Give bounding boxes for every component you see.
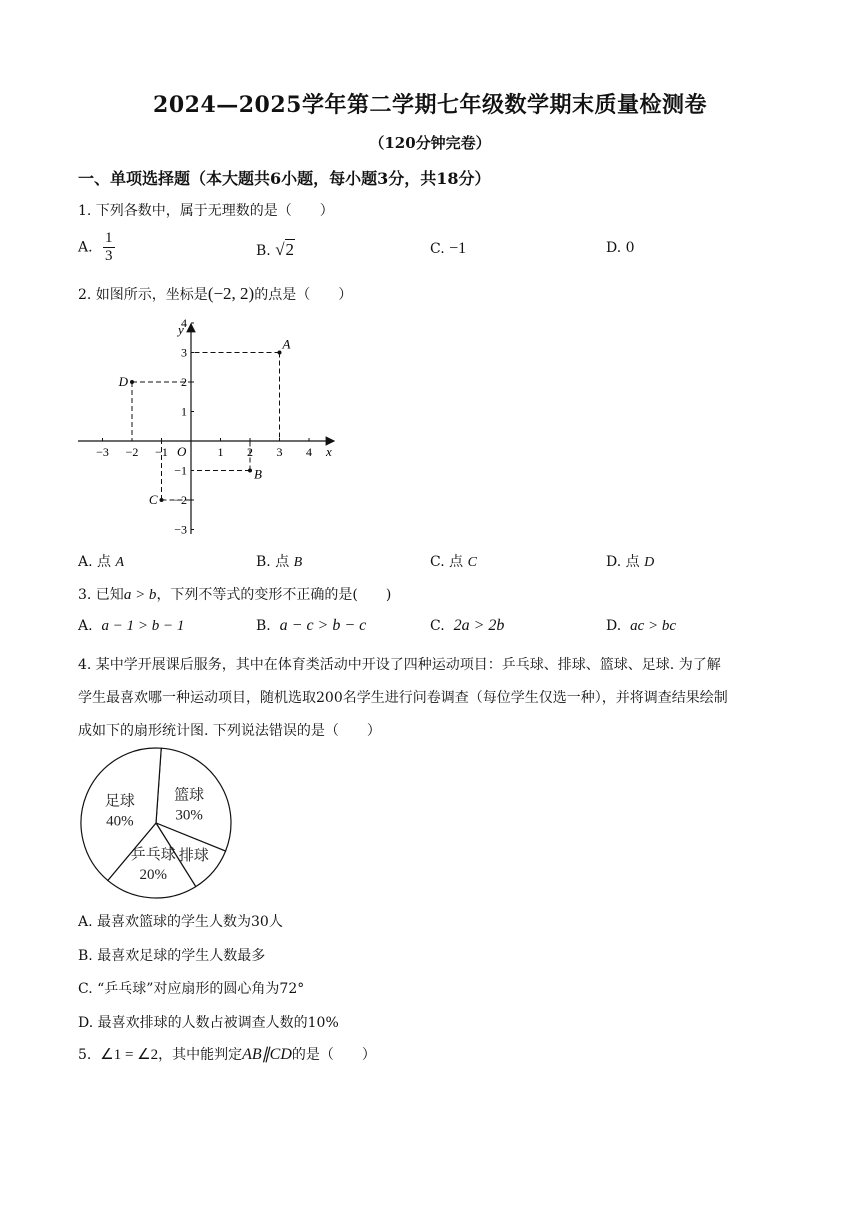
sqrt-radicand: 2 (285, 240, 295, 259)
q1-option-d-value: 0 (625, 240, 635, 256)
q2-option-d-point: D (644, 555, 655, 570)
q2-option-c (430, 551, 477, 571)
q5-stem (78, 1044, 376, 1064)
pie-slice-label: 足球 (104, 793, 135, 810)
q4-option-b: B. 最喜欢足球的学生人数最多 (78, 948, 266, 964)
pie-slice-label: 乒乓球 (130, 846, 176, 863)
y-tick-label: 1 (181, 404, 187, 419)
q4-stem-line3: 成如下的扇形统计图. 下列说法错误的是（ ） (78, 723, 381, 739)
q3-option-a-expr: a − 1 > b − 1 (101, 618, 185, 634)
q4-stem-line2: 学生最喜欢哪一种运动项目，随机选取200名学生进行问卷调查（每位学生仅选一种），并将调查结果绘制 (78, 690, 728, 706)
q1-option-c-label: C. (430, 241, 445, 257)
q2-option-c-text: C. 点 (430, 554, 464, 570)
q3-option-a-label: A. (78, 618, 93, 634)
q3-option-b-label: B. (256, 618, 271, 634)
q5-stem-mid: ，其中能判定 (158, 1047, 243, 1063)
q3-option-d-expr: ac > bc (630, 618, 677, 634)
pie-chart (78, 745, 234, 901)
point-label-b: B (254, 466, 262, 482)
q2-stem (78, 284, 352, 304)
q3-option-d-label: D. (606, 618, 622, 634)
q3-option-b (256, 617, 366, 635)
y-tick-label: 2 (181, 375, 187, 389)
q1-option-c-value: −1 (449, 240, 467, 257)
q4-option-c: C. “乒乓球”对应扇形的圆心角为72° (78, 981, 305, 997)
q5-relation: AB∥CD (242, 1046, 292, 1063)
q1-option-a (78, 230, 115, 265)
q1-option-d-label: D. (606, 240, 622, 256)
q5-stem-post: 的是（ ） (291, 1047, 376, 1063)
sqrt-expression: √2 (275, 240, 295, 259)
point-label-c: C (148, 492, 158, 507)
x-tick-label: 2 (247, 445, 253, 459)
q1-option-a-fraction (103, 230, 115, 265)
y-tick-label: −2 (174, 493, 187, 507)
x-tick-label: −1 (155, 445, 168, 459)
q2-option-a-text: A. 点 (78, 554, 112, 570)
q2-stem-pre: 2. 如图所示，坐标是 (78, 287, 208, 303)
q1-option-b (256, 240, 295, 260)
q4-stem-line1: 4. 某中学开展课后服务，其中在体育类活动中开设了四种运动项目：乒乓球、排球、篮球、足球. 为了解 (78, 657, 721, 673)
q2-stem-post: 的点是（ ） (254, 287, 353, 303)
x-axis-label: x (326, 444, 332, 459)
pie-slice-percent: 20% (139, 866, 168, 883)
pie-slice-percent: 30% (175, 807, 203, 824)
q2-option-b-point: B (293, 555, 303, 570)
pie-slice-label: 排球 (178, 847, 209, 864)
coordinate-graph (72, 318, 344, 540)
x-tick-label: 3 (276, 445, 283, 459)
q3-option-d (606, 618, 676, 635)
q1-stem: 1. 下列各数中，属于无理数的是（ ） (78, 203, 334, 219)
q2-option-a-point: A (115, 555, 125, 570)
q3-option-a (78, 618, 184, 635)
x-tick-label: 4 (306, 445, 312, 459)
x-tick-label: −3 (96, 445, 109, 459)
q3-option-c (430, 617, 504, 635)
q5-condition: ∠1 = ∠2 (100, 1047, 159, 1063)
point-c (160, 498, 164, 502)
q2-option-d-text: D. 点 (606, 554, 640, 570)
x-tick-label: −2 (125, 445, 139, 459)
q3-option-c-expr: 2a > 2b (453, 617, 505, 634)
q2-option-d (606, 551, 654, 571)
pie-slice-percent: 40% (106, 813, 134, 830)
q1-option-b-label: B. (256, 243, 271, 259)
q3-stem-pre: 3. 已知 (78, 587, 124, 603)
q3-condition: a > b (123, 587, 157, 603)
y-tick-label: 4 (181, 318, 187, 330)
y-axis-label: y (178, 322, 184, 337)
point-label-d: D (118, 374, 128, 389)
y-tick-label: −1 (174, 463, 187, 478)
q2-option-b (256, 551, 302, 571)
point-d (130, 380, 134, 384)
pie-slice-label: 篮球 (174, 787, 205, 804)
point-a (278, 351, 282, 355)
fraction-denominator: 3 (105, 248, 113, 264)
q3-stem-post: ，下列不等式的变形不正确的是( ) (156, 587, 392, 603)
q2-option-c-point: C (467, 555, 477, 570)
point-label-a: A (282, 336, 291, 352)
q3-option-b-expr: a − c > b − c (279, 617, 367, 634)
q3-stem (78, 584, 391, 604)
q2-option-b-text: B. 点 (256, 554, 290, 570)
fraction-numerator: 1 (105, 230, 113, 246)
q1-option-c (430, 240, 466, 258)
q1-option-a-label: A. (78, 239, 93, 256)
q2-coordinate: (−2, 2) (207, 284, 255, 303)
y-tick-label: 3 (181, 345, 187, 360)
q2-option-a (78, 551, 124, 571)
y-tick-label: −3 (174, 522, 187, 537)
x-tick-label: 1 (217, 445, 224, 459)
q4-option-d: D. 最喜欢排球的人数占被调查人数的10% (78, 1015, 339, 1031)
section-heading: 一、单项选择题（本大题共6小题，每小题3分，共18分） (78, 169, 491, 188)
q4-option-a: A. 最喜欢篮球的学生人数为30人 (78, 914, 283, 930)
page-title: 2024—2025学年第二学期七年级数学期末质量检测卷 (153, 92, 707, 118)
origin-label: O (177, 444, 187, 459)
page-subtitle: （120分钟完卷） (369, 134, 491, 152)
q5-stem-pre: 5. (78, 1047, 92, 1063)
q1-option-d (606, 240, 635, 256)
point-b (248, 469, 252, 473)
q3-option-c-label: C. (430, 618, 445, 634)
